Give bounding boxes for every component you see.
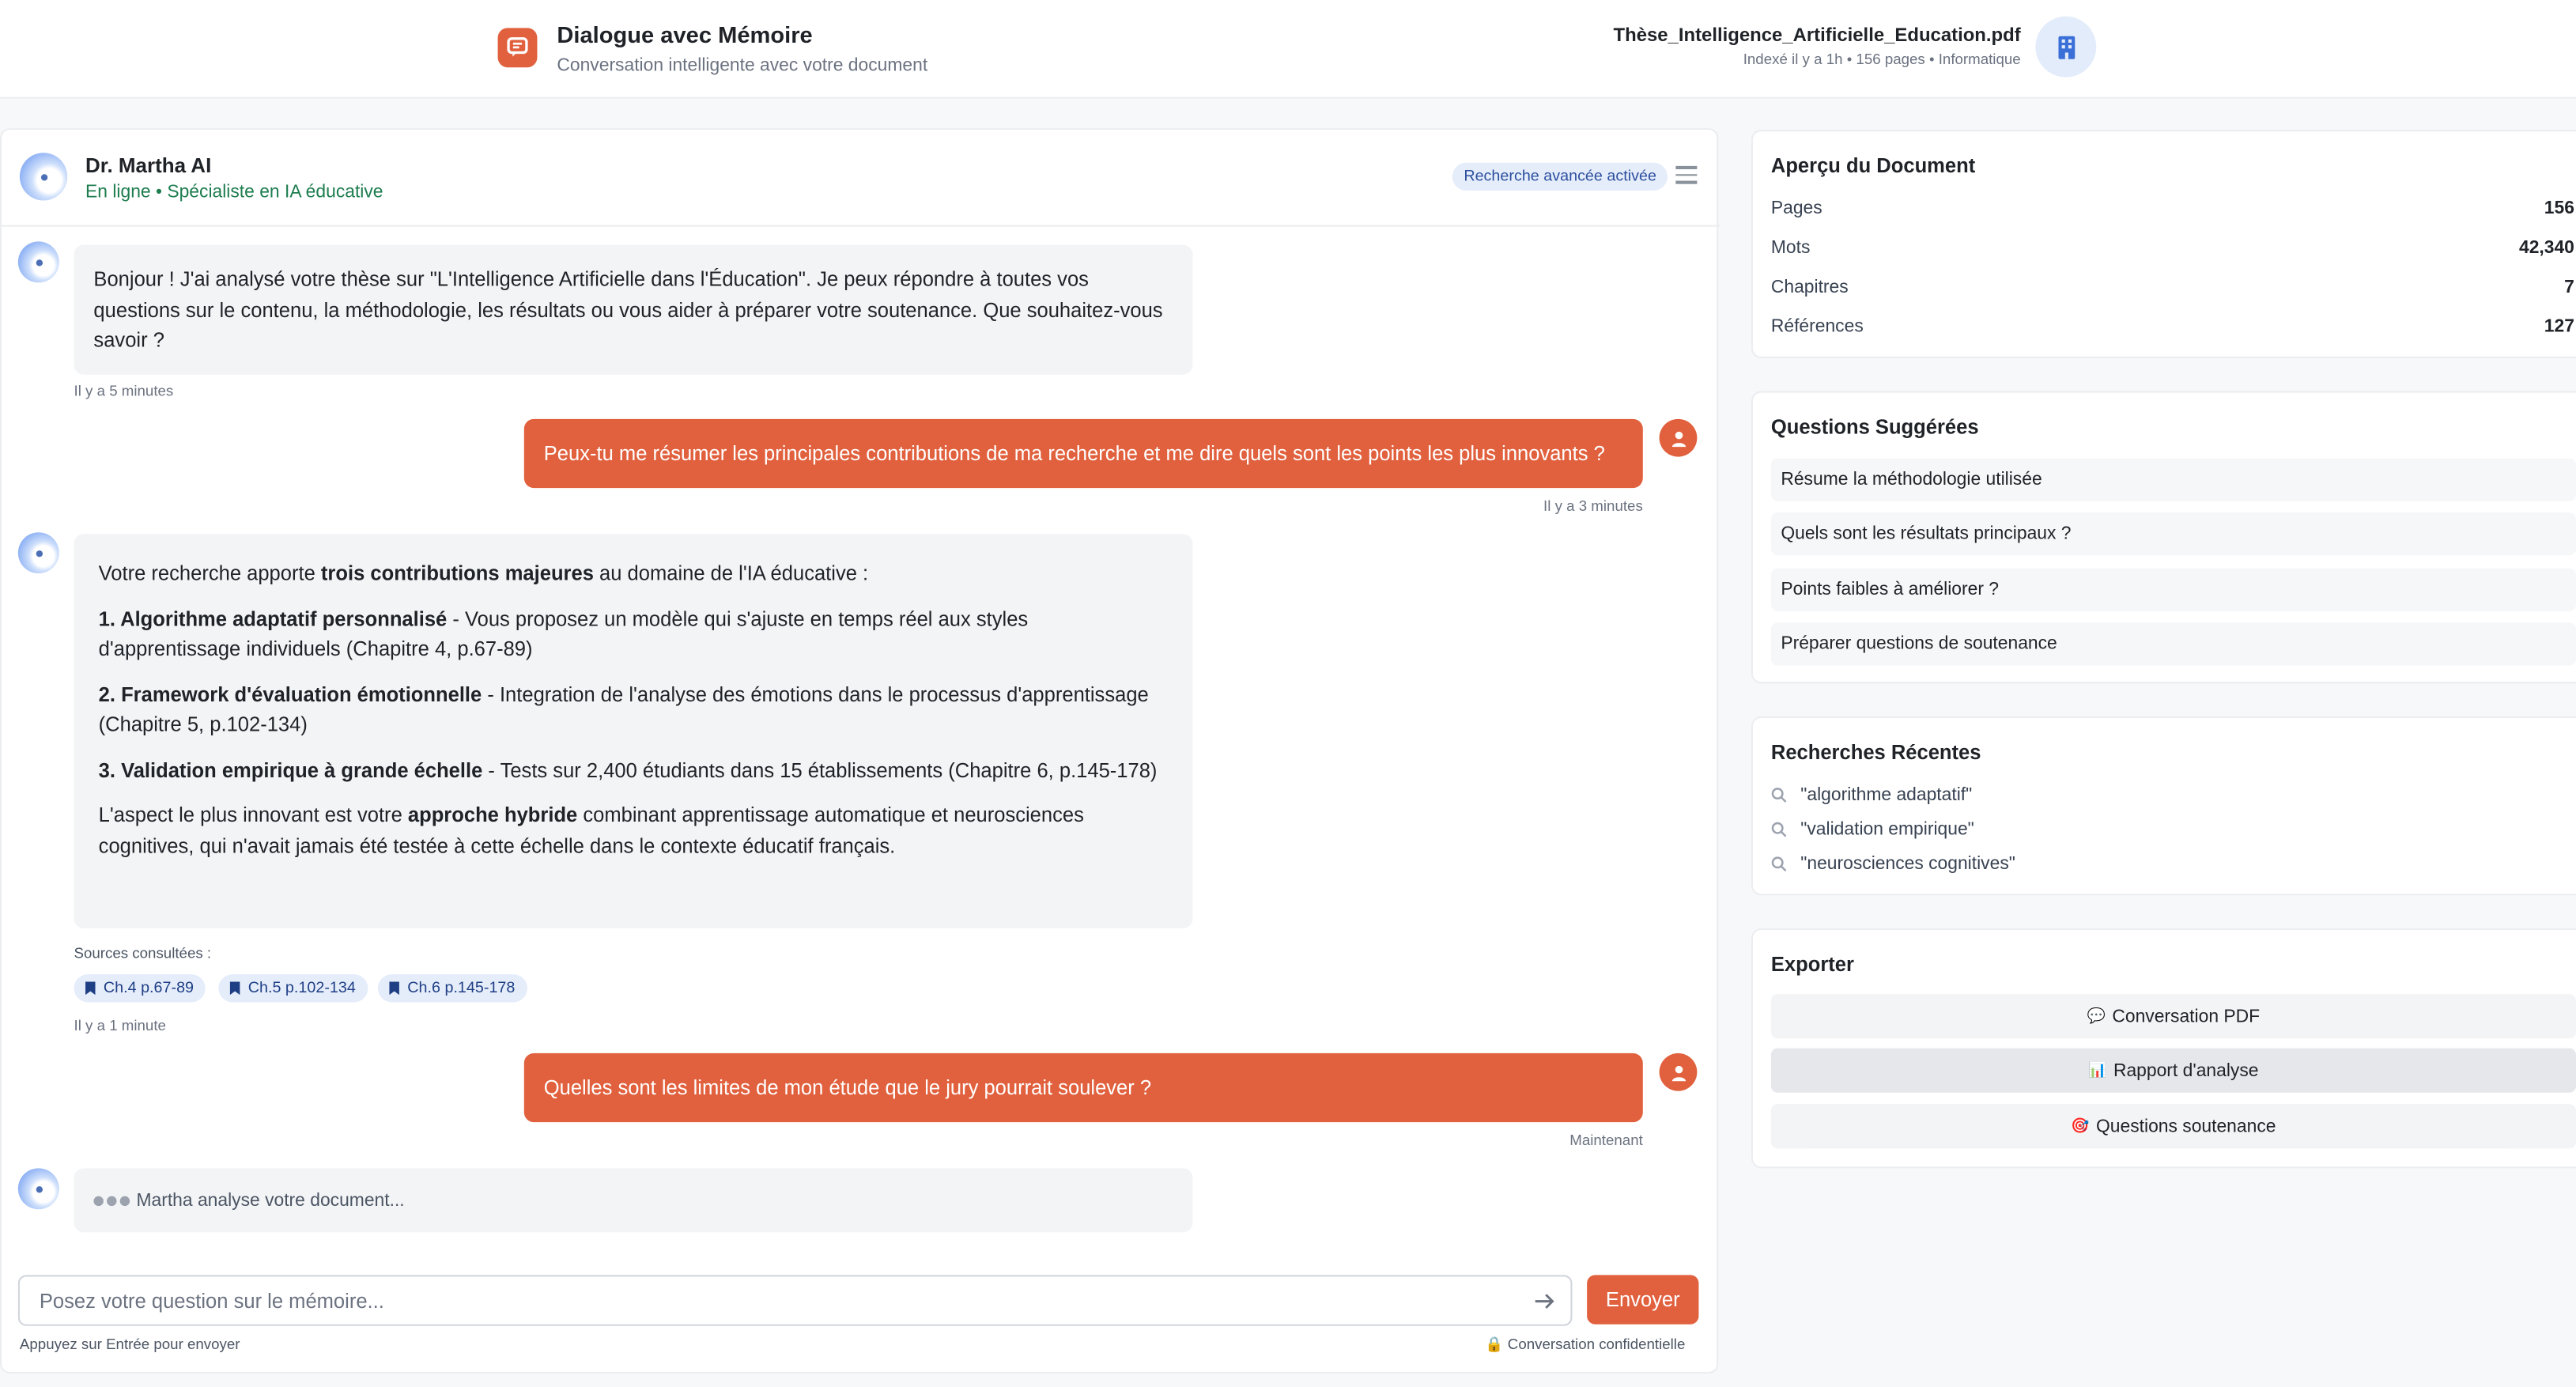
message-text: Bonjour ! J'ai analysé votre thèse sur "L'Intelligence Artificielle dans l'Éducation". Je peux répondre à toutes vos questions sur le contenu, la méthodologie, les résultats ou vous aider à préparer votre soutenance. Que souhaitez-vous savoir ? — [93, 267, 1163, 352]
bookmark-icon — [229, 981, 242, 996]
bookmark-icon — [84, 981, 97, 996]
message-text: Quelles sont les limites de mon étude que le jury pourrait soulever ? — [543, 1075, 1152, 1100]
agent-name: Dr. Martha AI — [85, 154, 212, 178]
message-timestamp: Il y a 3 minutes — [1543, 497, 1643, 515]
recent-search-item[interactable]: "algorithme adaptatif" — [1771, 785, 1972, 805]
source-chip[interactable]: Ch.5 p.102-134 — [218, 974, 367, 1002]
stat-value: 156 — [2544, 198, 2574, 219]
question-input[interactable] — [20, 1276, 1538, 1324]
agent-status: En ligne • Spécialiste en IA éducative — [85, 182, 383, 202]
search-icon — [1771, 787, 1788, 803]
ai-message — [74, 534, 1193, 928]
recent-search-item[interactable]: "neurosciences cognitives" — [1771, 854, 2015, 874]
target-icon: 🎯 — [2071, 1117, 2090, 1134]
message-timestamp: Il y a 1 minute — [74, 1017, 166, 1034]
user-message — [524, 1053, 1643, 1122]
bar-chart-icon: 📊 — [2088, 1061, 2107, 1079]
contribution-item: 3. Validation empirique à grande échelle - Tests sur 2,400 étudiants dans 15 établissements (Chapitre 6, p.145-178) — [98, 758, 1158, 781]
suggested-questions-card — [1751, 391, 2576, 684]
question-input-wrapper — [18, 1275, 1573, 1325]
suggested-question[interactable]: Points faibles à améliorer ? — [1771, 569, 2576, 611]
card-title: Questions Suggérées — [1770, 415, 1979, 439]
stat-value: 127 — [2544, 317, 2574, 337]
document-overview-card — [1751, 130, 2576, 358]
export-defense-questions-button[interactable]: 🎯 Questions soutenance — [1771, 1104, 2576, 1148]
stat-value: 7 — [2564, 278, 2574, 298]
document-meta: Indexé il y a 1h • 156 pages • Informatique — [1743, 51, 2021, 68]
chat-bubble-icon — [498, 28, 538, 67]
suggested-question[interactable]: Préparer questions de soutenance — [1771, 622, 2576, 665]
message-timestamp: Il y a 5 minutes — [74, 383, 174, 399]
suggested-question[interactable]: Quels sont les résultats principaux ? — [1771, 512, 2576, 555]
stat-label: Chapitres — [1770, 278, 1849, 298]
user-avatar-icon — [1660, 1053, 1698, 1091]
typing-text: Martha analyse votre document... — [136, 1190, 405, 1211]
document-name[interactable]: Thèse_Intelligence_Artificielle_Education.pdf — [1613, 26, 2021, 47]
enter-hint: Appuyez sur Entrée pour envoyer — [19, 1336, 240, 1353]
source-chip[interactable]: Ch.6 p.145-178 — [378, 974, 527, 1002]
recent-search-item[interactable]: "validation empirique" — [1771, 820, 1974, 840]
contribution-item: 2. Framework d'évaluation émotionnelle - Integration de l'analyse des émotions dans le processus d'apprentissage (Chapitre 5, p.102-134) — [98, 682, 1149, 736]
building-icon[interactable] — [2035, 17, 2096, 77]
typing-indicator — [74, 1168, 1193, 1232]
top-bar — [0, 0, 2576, 99]
card-title: Aperçu du Document — [1770, 154, 1976, 178]
message-paragraph: L'aspect le plus innovant est votre approche hybride combinant apprentissage automatique et neurosciences cognitives, qui n'avait jamais été testée à cette échelle dans le contexte éducatif français. — [98, 803, 1084, 857]
typing-dots-icon — [93, 1196, 130, 1205]
source-chip[interactable]: Ch.4 p.67-89 — [74, 974, 206, 1002]
stat-label: Pages — [1770, 198, 1822, 219]
export-card — [1751, 928, 2576, 1168]
search-icon — [1771, 822, 1788, 838]
recent-searches-card — [1751, 716, 2576, 895]
page-subtitle: Conversation intelligente avec votre document — [557, 55, 928, 76]
sources-label: Sources consultées : — [74, 944, 212, 962]
ai-avatar — [18, 241, 59, 282]
card-title: Recherches Récentes — [1770, 741, 1981, 765]
chat-header — [2, 130, 1720, 227]
message-paragraph: Votre recherche apporte trois contributions majeures au domaine de l'IA éducative : — [98, 561, 869, 585]
stat-value: 42,340 — [2518, 238, 2574, 259]
speech-bubble-icon: 💬 — [2087, 1007, 2106, 1024]
user-avatar-icon — [1660, 419, 1698, 457]
menu-icon[interactable] — [1675, 166, 1697, 186]
ai-avatar — [18, 532, 59, 573]
message-timestamp: Maintenant — [1569, 1132, 1643, 1149]
ai-avatar — [20, 153, 67, 200]
export-conversation-pdf-button[interactable]: 💬 Conversation PDF — [1771, 994, 2576, 1038]
bookmark-icon — [387, 981, 401, 996]
contribution-item: 1. Algorithme adaptatif personnalisé - Vous proposez un modèle qui s'ajuste en temps réel aux styles d'apprentissage individuels (Chapitre 4, p.67-89) — [98, 607, 1029, 661]
message-text: Peux-tu me résumer les principales contributions de ma recherche et me dire quels sont les points les plus innovants ? — [543, 441, 1605, 466]
stat-label: Mots — [1770, 238, 1811, 259]
send-button[interactable]: Envoyer — [1587, 1275, 1698, 1324]
stat-label: Références — [1770, 317, 1864, 337]
suggested-question[interactable]: Résume la méthodologie utilisée — [1771, 459, 2576, 501]
user-message — [524, 419, 1643, 488]
search-icon — [1771, 856, 1788, 873]
ai-message — [74, 245, 1193, 375]
confidential-note: 🔒 Conversation confidentielle — [1485, 1336, 1686, 1353]
export-analysis-report-button[interactable]: 📊 Rapport d'analyse — [1771, 1049, 2576, 1093]
arrow-right-icon[interactable] — [1532, 1288, 1558, 1314]
card-title: Exporter — [1770, 953, 1854, 977]
page-title: Dialogue avec Mémoire — [557, 21, 813, 48]
ai-avatar — [18, 1168, 59, 1209]
advanced-search-badge: Recherche avancée activée — [1452, 163, 1668, 191]
